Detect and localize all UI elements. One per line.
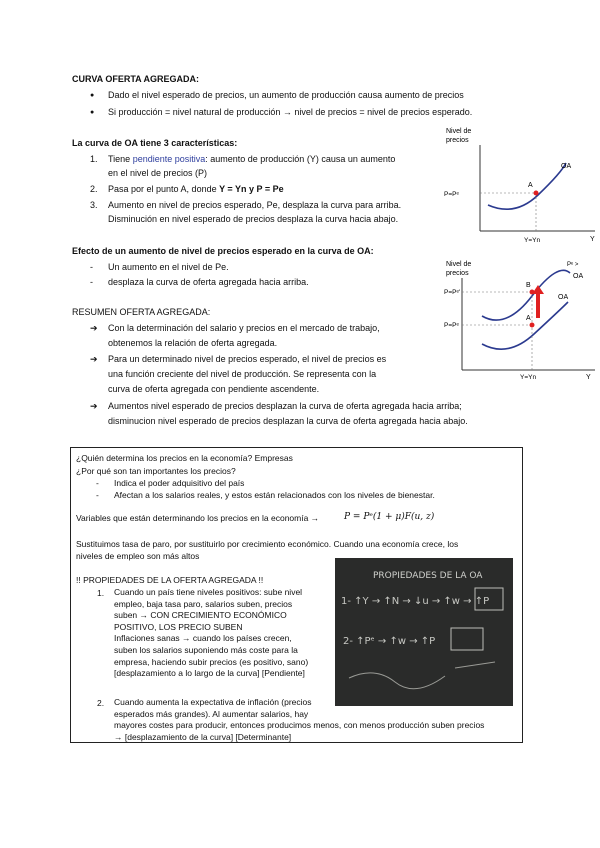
summary-item: Para un determinado nivel de precios esperado, el nivel de precios es [108, 354, 387, 364]
dash: - [96, 490, 99, 500]
bullet-item: ● Si producción = nivel natural de producción → nivel de precios = nivel de precios esperado. [108, 106, 472, 119]
section-title-effect: Efecto de un aumento de nivel de precios esperado en la curva de OA: [72, 246, 374, 256]
list-item-2: Pasa por el punto A, donde Y = Yn y P = Pe [108, 184, 284, 194]
g2-ylabel-1: Nivel de [446, 261, 472, 268]
g1-label-oa: OA [561, 163, 572, 170]
box-question-1: ¿Quién determina los precios en la economía? Empresas [76, 453, 293, 463]
summary-item-cont: curva de oferta agregada con pendiente ascendente. [108, 384, 320, 394]
list-item-3-cont: Disminución en nivel esperado de precios desplaza la curva hacia abajo. [108, 214, 399, 224]
g1-label-y: Y [590, 236, 595, 243]
g2-point-b [530, 290, 535, 295]
g2-label-yn: Y=Yn [520, 374, 537, 381]
section-title-summary: RESUMEN OFERTA AGREGADA: [72, 307, 211, 317]
box-variables: Variables que están determinando los precios en la economía → [76, 513, 320, 523]
list-num: 1. [90, 154, 98, 164]
section-title-characteristics: La curva de OA tiene 3 características: [72, 138, 238, 148]
chalkboard-photo [335, 558, 513, 706]
arrow-icon: ➔ [90, 401, 98, 411]
g2-label-p2: P=Pᵉ [444, 322, 459, 329]
property-2: Cuando aumenta la expectativa de inflación (precios esperados más grandes). Al aumentar salarios, hay mayores costes para producir, entonces producimos menos, con menos producción suben precios → [desplazamiento de la curva] [Determinante] [114, 697, 485, 742]
box-substitution-cont: niveles de empleo son más altos [76, 551, 200, 561]
summary-item-cont: obtenemos la relación de oferta agregada. [108, 338, 278, 348]
list-num: 2. [90, 184, 98, 194]
box-dash-item: Afectan a los salarios reales, y estos están relacionados con los niveles de bienestar. [114, 490, 435, 500]
g1-ylabel-1: Nivel de [446, 128, 472, 135]
summary-item: Aumentos nivel esperado de precios desplazan la curva de oferta agregada hacia arriba; [108, 401, 462, 411]
section-title-oa: CURVA OFERTA AGREGADA: [72, 74, 199, 84]
g1-label-yn: Y=Yn [524, 237, 541, 244]
g2-oa-curve-original [482, 302, 568, 349]
g1-point-a [534, 191, 539, 196]
g2-label-oa2: OA [558, 294, 569, 301]
g1-ylabel-2: precios [446, 137, 469, 144]
arrow-icon: ➔ [90, 323, 98, 333]
list-item-1-cont: en el nivel de precios (P) [108, 168, 208, 178]
dash: - [90, 262, 93, 272]
oa-graph-2 [440, 258, 600, 383]
bullet-item: ● Dado el nivel esperado de precios, un aumento de producción causa aumento de precios [108, 89, 464, 102]
g2-point-a [530, 323, 535, 328]
dash: - [96, 478, 99, 488]
box-question-2: ¿Por qué son tan importantes los precios? [76, 466, 236, 476]
oa-graph-1 [440, 125, 600, 250]
g1-label-a: A [528, 182, 533, 189]
box-substitution: Sustituimos tasa de paro, por sustituirlo por crecimiento económico. Cuando una economía crece, los [76, 539, 459, 549]
g2-label-pe-shift: Pᵉ > [567, 262, 579, 268]
arrow-icon: ➔ [90, 354, 98, 364]
box-dash-item: Indica el poder adquisitivo del país [114, 478, 245, 488]
chalk-title: PROPIEDADES DE LA OA [373, 571, 483, 581]
dash-item: Un aumento en el nivel de Pe. [108, 262, 229, 272]
list-num: 2. [97, 698, 105, 708]
summary-item-cont: una función creciente del nivel de producción. Se representa con la [108, 369, 377, 379]
summary-item: Con la determinación del salario y precios en el mercado de trabajo, [108, 323, 380, 333]
g2-label-b: B [526, 282, 531, 289]
g1-oa-curve [488, 163, 566, 209]
list-num: 3. [90, 200, 98, 210]
summary-item-cont: disminucion nivel esperado de precios desplazan la curva de oferta agregada hacia abajo. [108, 416, 468, 426]
chalk-line-1: 1- ↑Y → ↑N → ↓u → ↑w → ↑P [341, 596, 490, 607]
chalkboard-drawing [335, 558, 513, 706]
property-1: Cuando un país tiene niveles positivos: sube nivel empleo, baja tasa paro, salarios suben, precios suben → CON CRECIMIENTO ECONÓMICO POSITIVO, LOS PRECIO SUBEN Inflaciones sanas → cuando los países crecen, suben los salarios suponiendo más coste para la empresa, haciendo subir precios (es positivo, sano) [desplazamiento a lo largo de la curva] [Pendiente] [114, 587, 309, 679]
dash-item: desplaza la curva de oferta agregada hacia arriba. [108, 277, 309, 287]
highlight-positive-slope: pendiente positiva [132, 154, 206, 164]
dash: - [90, 277, 93, 287]
g2-label-oa1: OA [573, 273, 584, 280]
g2-ylabel-2: precios [446, 270, 469, 277]
list-num: 1. [97, 588, 105, 598]
g2-label-y: Y [586, 374, 591, 381]
g2-label-a: A [526, 315, 531, 322]
chalk-line-2: 2- ↑Pᵉ → ↑w → ↑P [343, 636, 436, 647]
g1-label-pe: P=Pᵉ [444, 191, 459, 198]
list-item-1: Tiene pendiente positiva: aumento de producción (Y) causa un aumento [108, 154, 396, 164]
box-properties-title: !! PROPIEDADES DE LA OFERTA AGREGADA !! [76, 575, 264, 585]
g2-label-p1: P=Pᵉ' [444, 289, 461, 296]
price-formula: P = Pᵉ(1 + μ)F(u, z) [344, 512, 435, 522]
list-item-3: Aumento en nivel de precios esperado, Pe, desplaza la curva para arriba. [108, 200, 402, 210]
